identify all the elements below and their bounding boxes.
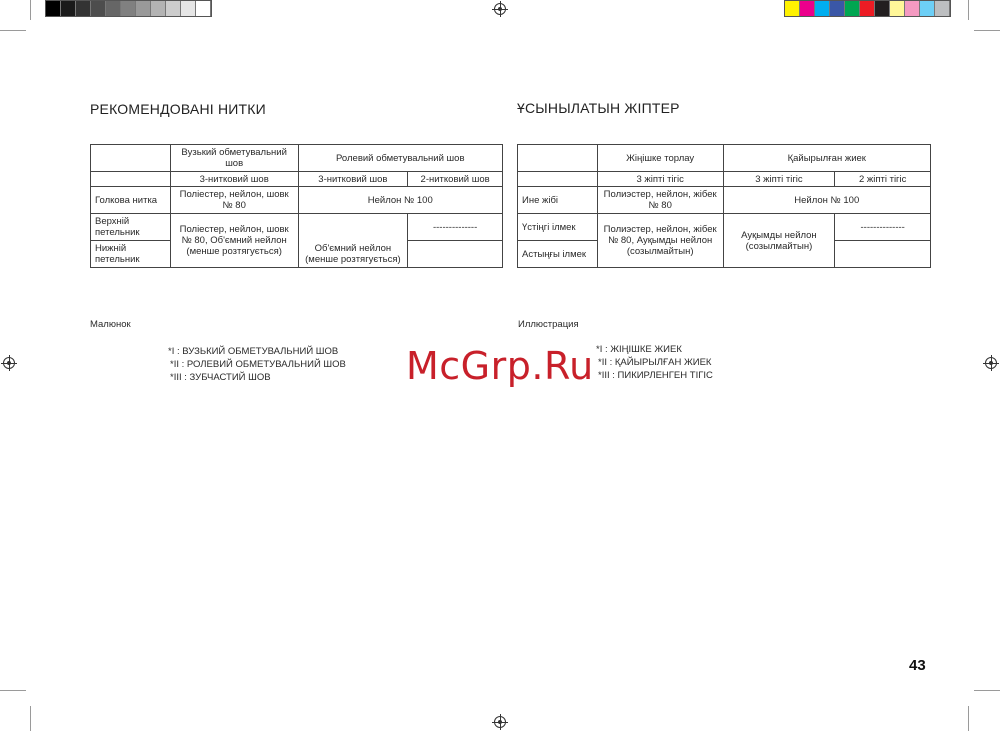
crop-mark (974, 30, 1000, 31)
calibration-swatch (830, 1, 845, 16)
figure-label: Иллюстрация (518, 319, 579, 330)
registration-mark-icon (494, 3, 506, 15)
crop-mark (30, 706, 31, 731)
calibration-swatch (151, 1, 166, 16)
crop-mark (0, 690, 26, 691)
row-header-upper-looper: Үстіңгі ілмек (518, 214, 598, 241)
table-corner (518, 145, 598, 172)
figure-label: Малюнок (90, 319, 131, 330)
calibration-swatch (890, 1, 905, 16)
cell-looper-roll3: Об'ємний нейлон (менше розтягується) (298, 214, 408, 268)
cell-empty (835, 241, 931, 268)
note-line: *II : ҚАЙЫРЫЛҒАН ЖИЕК (598, 357, 712, 368)
cell-empty (408, 241, 503, 268)
right-heading: ҰСЫНЫЛАТЫН ЖІПТЕР (517, 100, 680, 116)
registration-mark-icon (985, 357, 997, 369)
gray-calibration-bar (45, 0, 212, 17)
calibration-swatch (196, 1, 211, 16)
subheader-2-roll: 2-нитковий шов (408, 172, 503, 187)
color-calibration-bar (784, 0, 951, 17)
cell-needle-roll: Нейлон № 100 (298, 187, 502, 214)
crop-mark (30, 0, 31, 20)
note-line: *I : ВУЗЬКИЙ ОБМЕТУВАЛЬНИЙ ШОВ (168, 346, 339, 357)
left-heading: РЕКОМЕНДОВАНІ НИТКИ (90, 101, 266, 117)
registration-mark-icon (494, 716, 506, 728)
calibration-swatch (875, 1, 890, 16)
row-header-needle: Голкова нитка (91, 187, 171, 214)
cell-looper-roll2: -------------- (408, 214, 503, 241)
calibration-swatch (106, 1, 121, 16)
calibration-swatch (845, 1, 860, 16)
calibration-swatch (166, 1, 181, 16)
cell-looper-roll3: Ауқымды нейлон (созылмайтын) (723, 214, 835, 268)
page-number: 43 (909, 657, 926, 674)
calibration-swatch (920, 1, 935, 16)
calibration-swatch (91, 1, 106, 16)
crop-mark (0, 30, 26, 31)
col-header-narrow: Жіңішке торлау (597, 145, 723, 172)
cell-needle-narrow: Полиэстер, нейлон, жібек № 80 (597, 187, 723, 214)
subheader-3-roll: 3 жіпті тігіс (723, 172, 835, 187)
calibration-swatch (905, 1, 920, 16)
crop-mark (974, 690, 1000, 691)
right-notes (596, 343, 713, 382)
cell-needle-narrow: Поліестер, нейлон, шовк № 80 (170, 187, 298, 214)
calibration-swatch (181, 1, 196, 16)
table-corner (518, 172, 598, 187)
calibration-swatch (136, 1, 151, 16)
calibration-swatch (860, 1, 875, 16)
col-header-narrow: Вузький обметувальний шов (170, 145, 298, 172)
calibration-swatch (815, 1, 830, 16)
calibration-swatch (785, 1, 800, 16)
calibration-swatch (935, 1, 950, 16)
subheader-3-roll: 3-нитковий шов (298, 172, 408, 187)
calibration-swatch (800, 1, 815, 16)
note-line: *I : ЖІҢІШКЕ ЖИЕК (596, 344, 682, 355)
right-thread-table (517, 144, 931, 268)
col-header-roll: Қайырылған жиек (723, 145, 930, 172)
row-header-upper-looper: Верхній петельник (91, 214, 171, 241)
registration-mark-icon (3, 357, 15, 369)
subheader-2-roll: 2 жіпті тігіс (835, 172, 931, 187)
table-corner (91, 145, 171, 172)
col-header-roll: Ролевий обметувальний шов (298, 145, 502, 172)
cell-needle-roll: Нейлон № 100 (723, 187, 930, 214)
calibration-swatch (121, 1, 136, 16)
subheader-3-narrow: 3 жіпті тігіс (597, 172, 723, 187)
calibration-swatch (46, 1, 61, 16)
left-notes (168, 345, 346, 384)
crop-mark (968, 706, 969, 731)
crop-mark (968, 0, 969, 20)
row-header-needle: Ине жібі (518, 187, 598, 214)
subheader-3-narrow: 3-нитковий шов (170, 172, 298, 187)
row-header-lower-looper: Астыңғы ілмек (518, 241, 598, 268)
left-thread-table (90, 144, 503, 268)
cell-looper-roll2: -------------- (835, 214, 931, 241)
table-corner (91, 172, 171, 187)
note-line: *III : ЗУБЧАСТИЙ ШОВ (170, 372, 271, 383)
cell-looper-narrow: Полиэстер, нейлон, жібек № 80, Ауқымды нейлон (созылмайтын) (597, 214, 723, 268)
cell-looper-narrow: Поліестер, нейлон, шовк № 80, Об'ємний нейлон (менше розтягується) (170, 214, 298, 268)
watermark: McGrp.Ru (406, 344, 594, 388)
calibration-swatch (61, 1, 76, 16)
note-line: *II : РОЛЕВИЙ ОБМЕТУВАЛЬНИЙ ШОВ (170, 359, 346, 370)
row-header-lower-looper: Нижній петельник (91, 241, 171, 268)
note-line: *III : ПИКИРЛЕНГЕН ТІГІС (598, 370, 713, 381)
calibration-swatch (76, 1, 91, 16)
